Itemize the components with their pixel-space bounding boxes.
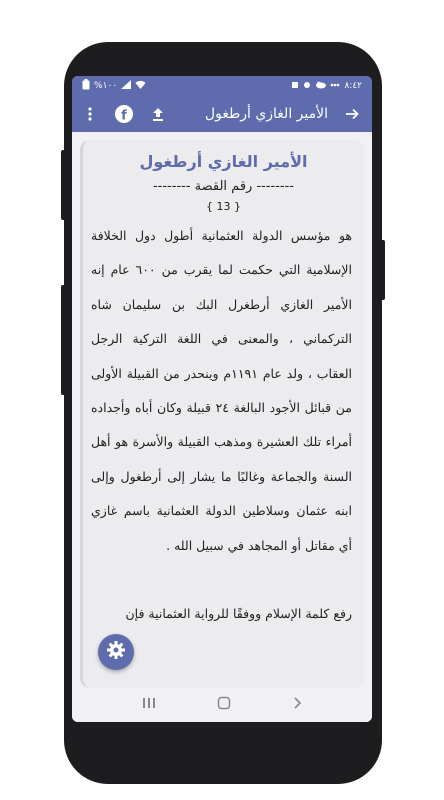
story-body: هو مؤسس الدولة العثمانية أطول دول الخلافة الإسلامية التي حكمت لما يقرب من ٦٠٠ عام إنه الأمير الغازي أرطغرل البك بن سليمان شاه التركماني ، والمعنى في اللغة التركية الرجل العقاب ، ولد عام ١١٩١م وينحدر من القبيلة الأولى من قبائل الأجود البالغة ٢٤ قبيلة وكان أباه وأجداده أمراء تلك العشيرة ومذهب القبيلة والأسرة هو أهل السنة والجماعة وغالبًا ما يشار إلى أرطغول وإلى ابنه عثمان وسلاطين الدولة العثمانية باسم غازي أي مقاتل أو المجاهد في سبيل الله . <box>91 228 352 553</box>
wifi-icon <box>135 80 146 92</box>
status-time: ٨:٤٢ <box>344 81 362 91</box>
app-bar-title-group <box>205 104 362 124</box>
notification-dots-icon <box>330 81 340 92</box>
system-nav-bar <box>72 688 372 722</box>
story-body-continued: رفع كلمة الإسلام ووفقًا للرواية العثمانية فإن <box>125 606 352 622</box>
story-card[interactable] <box>80 140 364 688</box>
app-bar-title: الأمير الغازي أرطغول <box>204 106 328 122</box>
gear-icon <box>106 640 126 664</box>
back-icon[interactable] <box>292 696 302 714</box>
notification-icon <box>291 81 299 92</box>
home-icon[interactable] <box>217 696 231 714</box>
battery-icon <box>82 79 90 93</box>
status-bar <box>72 76 372 96</box>
app-bar <box>72 96 372 132</box>
story-number: { 13 } <box>206 200 241 213</box>
notification-icon <box>303 81 311 92</box>
screen <box>72 76 372 722</box>
status-left <box>82 79 146 93</box>
settings-button[interactable] <box>98 634 134 670</box>
more-vert-icon[interactable] <box>80 104 100 124</box>
story-title: الأمير الغازي أرطغول <box>139 152 308 171</box>
status-right <box>291 81 362 92</box>
app-bar-actions <box>80 104 168 124</box>
svg-text:f: f <box>121 108 127 123</box>
facebook-icon[interactable] <box>114 104 134 124</box>
battery-text: %١٠٠ <box>94 81 118 91</box>
signal-icon <box>121 80 131 92</box>
upload-icon[interactable] <box>148 104 168 124</box>
cloud-icon <box>315 81 326 92</box>
back-arrow-icon[interactable] <box>342 104 362 124</box>
story-number-label: -------- رقم القصة -------- <box>152 179 294 194</box>
recent-apps-icon[interactable] <box>142 697 156 713</box>
